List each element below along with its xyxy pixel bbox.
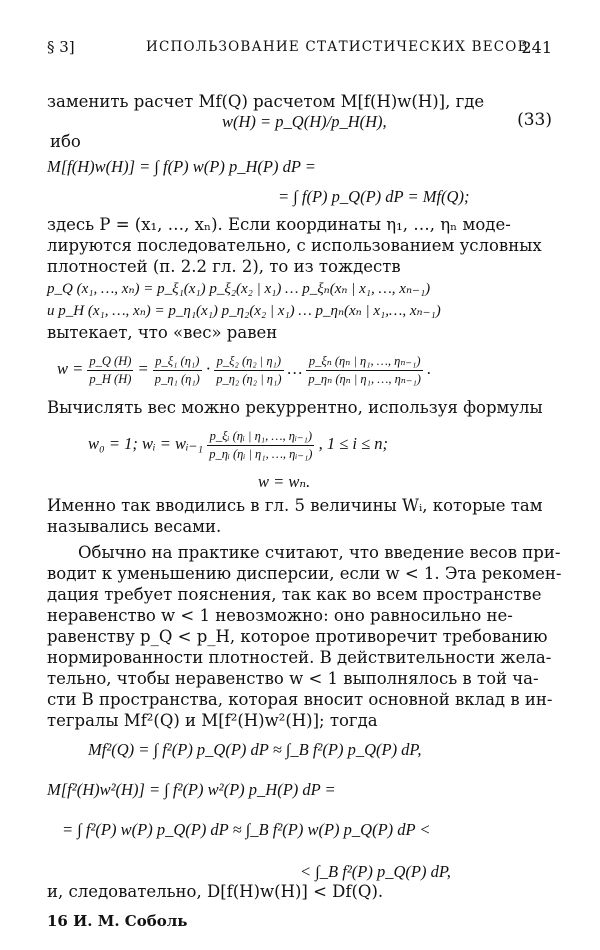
recurrent-formula: [88, 422, 388, 466]
equation-line: M[f²(H)w²(H)] = ∫ f²(P) w²(P) p_H(P) dP =: [47, 780, 336, 799]
period: .: [427, 359, 432, 378]
numerator: p_ξ₁ (η₁): [155, 353, 200, 368]
text-line: назывались весами.: [47, 517, 222, 536]
text-line: Вычислять вес можно рекуррентно, используя формулы: [47, 398, 543, 417]
fraction: [153, 354, 202, 387]
recurrence-lhs: w₀ = 1; wᵢ = wᵢ₋₁: [88, 434, 204, 453]
fraction: [214, 354, 283, 387]
fraction-bar: [87, 370, 133, 371]
equation-33: w(H) = p_Q(H)/p_H(H),: [222, 112, 387, 131]
weight-formula: [57, 347, 431, 391]
equation-line: и p_H (x₁, …, xₙ) = p_η₁(x₁) p_η₂(x₂ | x₁) … p_ηₙ(xₙ | x₁,…, xₙ₋₁): [47, 303, 441, 319]
fraction: [87, 354, 133, 387]
fraction-bar: [214, 370, 283, 371]
text-line: сти B пространства, которая вносит основной вклад в ин-: [47, 690, 553, 709]
index-range: , 1 ≤ i ≤ n;: [318, 434, 389, 453]
fraction: [207, 429, 314, 462]
denominator: p_ηᵢ (ηᵢ | η₁, …, ηᵢ₋₁): [209, 446, 313, 461]
equation-line: < ∫_B f²(P) p_Q(P) dP,: [300, 862, 451, 881]
text-line: заменить расчет Mf(Q) расчетом M[f(H)w(H)], где: [47, 92, 485, 111]
weight-lhs: w =: [57, 359, 84, 378]
text-line: лируются последовательно, с использованием условных: [47, 236, 542, 255]
fraction: [306, 354, 423, 387]
text-line: Обычно на практике считают, что введение весов при-: [78, 543, 561, 562]
section-mark: § 3]: [47, 38, 75, 56]
numerator: p_ξᵢ (ηᵢ | η₁, …, ηᵢ₋₁): [209, 428, 313, 443]
equals-sign: =: [137, 359, 149, 378]
denominator: p_η₁ (η₁): [154, 371, 200, 386]
equation-line: = ∫ f(P) p_Q(P) dP = Mf(Q);: [278, 187, 470, 206]
fraction-bar: [153, 370, 202, 371]
text-line: здесь P = (x₁, …, xₙ). Если координаты η₁, …, ηₙ моде-: [47, 215, 511, 234]
text-line: Именно так вводились в гл. 5 величины Wᵢ, которые там: [47, 496, 543, 515]
text-line: нормированности плотностей. В действительности жела-: [47, 648, 552, 667]
denominator: p_H (H): [89, 371, 132, 386]
denominator: p_ηₙ (ηₙ | η₁, …, ηₙ₋₁): [308, 371, 421, 386]
text-line: плотностей (п. 2.2 гл. 2), то из тождеств: [47, 257, 401, 276]
signature-mark: 16 И. М. Соболь: [47, 912, 188, 930]
numerator: p_ξ₂ (η₂ | η₁): [216, 353, 282, 368]
page-number: 241: [521, 38, 552, 57]
ellipsis: …: [287, 359, 303, 378]
dot-operator: ·: [205, 359, 211, 378]
running-title: ИСПОЛЬЗОВАНИЕ СТАТИСТИЧЕСКИХ ВЕСОВ: [146, 39, 529, 55]
equation-number: (33): [517, 110, 552, 130]
text-line: дация требует пояснения, так как во всем пространстве: [47, 585, 542, 604]
equation-line: Mf²(Q) = ∫ f²(P) p_Q(P) dP ≈ ∫_B f²(P) p_Q(P) dP,: [88, 740, 422, 759]
equation-line: p_Q (x₁, …, xₙ) = p_ξ₁(x₁) p_ξ₂(x₂ | x₁) … p_ξₙ(xₙ | x₁, …, xₙ₋₁): [47, 281, 431, 297]
numerator: p_ξₙ (ηₙ | η₁, …, ηₙ₋₁): [308, 353, 421, 368]
running-header: [47, 38, 552, 60]
text-line: водит к уменьшению дисперсии, если w < 1. Эта рекомен-: [47, 564, 562, 583]
text-line: неравенство w < 1 невозможно: оно равносильно не-: [47, 606, 513, 625]
text-line: тельно, чтобы неравенство w < 1 выполнялось в той ча-: [47, 669, 539, 688]
text-line: тегралы Mf²(Q) и M[f²(H)w²(H)]; тогда: [47, 711, 378, 730]
denominator: p_η₂ (η₂ | η₁): [216, 371, 282, 386]
numerator: p_Q (H): [89, 353, 132, 368]
text-line: ибо: [50, 132, 81, 151]
equation-line: M[f(H)w(H)] = ∫ f(P) w(P) p_H(P) dP =: [47, 157, 316, 176]
equation-line: w = wₙ.: [258, 472, 311, 491]
fraction-bar: [306, 370, 423, 371]
text-line: и, следовательно, D[f(H)w(H)] < Df(Q).: [47, 882, 384, 901]
fraction-bar: [207, 445, 314, 446]
equation-line: = ∫ f²(P) w(P) p_Q(P) dP ≈ ∫_B f²(P) w(P) p_Q(P) dP <: [62, 820, 431, 839]
text-line: равенству p_Q < p_H, которое противоречит требованию: [47, 627, 548, 646]
text-line: вытекает, что «вес» равен: [47, 323, 278, 342]
